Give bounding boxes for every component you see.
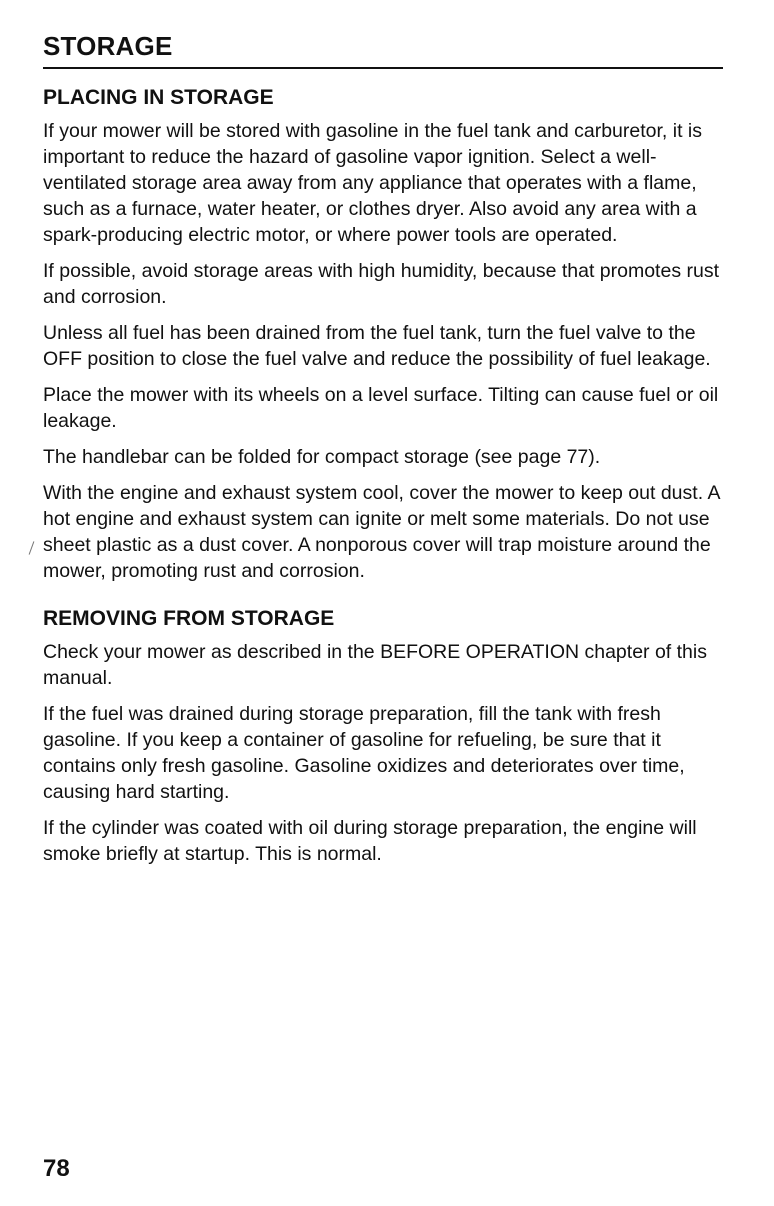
section-placing-in-storage (43, 85, 723, 584)
title-divider (43, 67, 723, 69)
section-heading: REMOVING FROM STORAGE (43, 607, 335, 630)
paragraph: Check your mower as described in the BEFORE OPERATION chapter of this manual. (43, 641, 707, 689)
paragraph: Place the mower with its wheels on a level surface. Tilting can cause fuel or oil leakage. (43, 384, 719, 432)
paragraph: If the cylinder was coated with oil during storage preparation, the engine will smoke briefly at startup. This is normal. (43, 817, 697, 865)
section-spacer (43, 594, 723, 606)
section-heading: PLACING IN STORAGE (43, 86, 274, 109)
paragraph: If the fuel was drained during storage preparation, fill the tank with fresh gasoline. If you keep a container of gasoline for refueling, be sure that it contains only fresh gasoline. Gasoline oxidizes and deteriorates over time, causing hard starting. (43, 703, 685, 803)
page-number: 78 (43, 1155, 70, 1182)
paragraph: If possible, avoid storage areas with high humidity, because that promotes rust and corrosion. (43, 260, 719, 308)
paragraph: With the engine and exhaust system cool, cover the mower to keep out dust. A hot engine and exhaust system can ignite or melt some materials. Do not use sheet plastic as a dust cover. A nonporous cover will trap moisture around the mower, promoting rust and corrosion. (43, 482, 720, 582)
paragraph: If your mower will be stored with gasoline in the fuel tank and carburetor, it is important to reduce the hazard of gasoline vapor ignition. Select a well-ventilated storage area away from any appliance that operates with a flame, such as a furnace, water heater, or clothes dryer. Also avoid any area with a spark-producing electric motor, or where power tools are operated. (43, 120, 702, 246)
paragraph: The handlebar can be folded for compact storage (see page 77). (43, 446, 601, 468)
paragraph: Unless all fuel has been drained from the fuel tank, turn the fuel valve to the OFF position to close the fuel valve and reduce the possibility of fuel leakage. (43, 322, 711, 370)
manual-page (43, 30, 723, 877)
page-title: STORAGE (43, 31, 173, 61)
section-removing-from-storage (43, 606, 723, 867)
margin-mark (29, 541, 35, 554)
